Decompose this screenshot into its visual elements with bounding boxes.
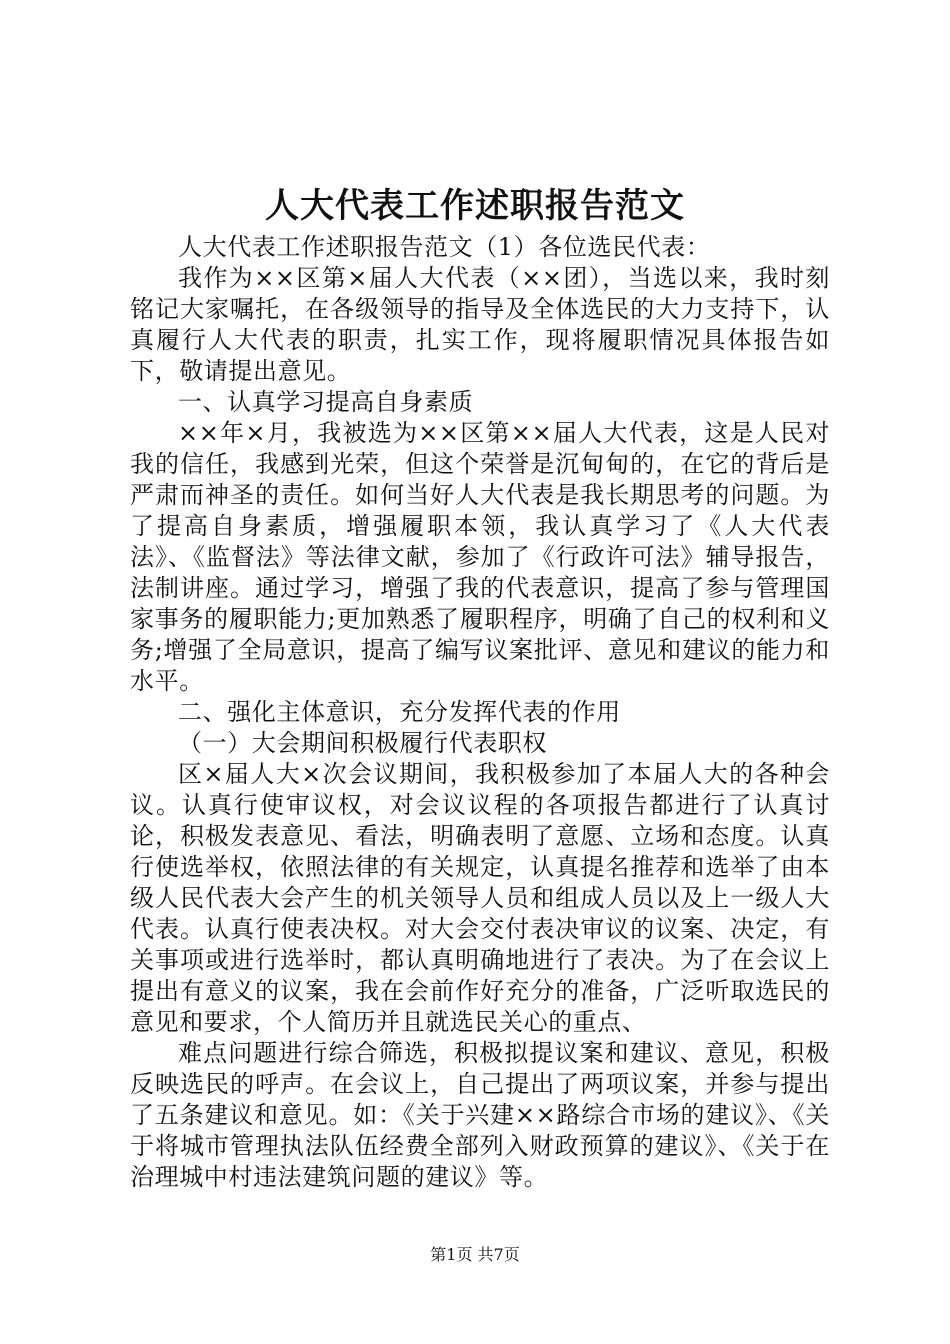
document-body [130, 232, 830, 1193]
document-title: 人大代表工作述职报告范文 [265, 186, 685, 226]
section-heading-1: 一、认真学习提高自身素质 [178, 388, 474, 416]
paragraph-study: ××年×月，我被选为××区第××届人大代表，这是人民对我的信任，我感到光荣，但这个荣誉是沉甸甸的，在它的背后是严肃而神圣的责任。如何当好人大代表是我长期思考的问题。为了提高自身素质，增强履职本领，我认真学习了《人大代表法》、《监督法》等法律文献，参加了《行政许可法》辅导报告，法制讲座。通过学习，增强了我的代表意识，提高了参与管理国家事务的履职能力;更加熟悉了履职程序，明确了自己的权利和义务;增强了全局意识，提高了编写议案批评、意见和建议的能力和水平。 [130, 419, 830, 695]
paragraph-intro: 人大代表工作述职报告范文（1）各位选民代表： [178, 233, 711, 261]
paragraph-proposals: 难点问题进行综合筛选，积极拟提议案和建议、意见，积极反映选民的呼声。在会议上，自己提出了两项议案，并参与提出了五条建议和意见。如：《关于兴建××路综合市场的建议》、《关于将城市管理执法队伍经费全部列入财政预算的建议》、《关于在治理城中村违法建筑问题的建议》等。 [130, 1039, 830, 1191]
page-number-footer: 第1页 共7页 [430, 1245, 520, 1264]
paragraph-opening: 我作为××区第×届人大代表（××团），当选以来，我时刻铭记大家嘱托，在各级领导的指导及全体选民的大力支持下，认真履行人大代表的职责，扎实工作，现将履职情况具体报告如下，敬请提出意见。 [130, 264, 830, 385]
subsection-heading-1: （一）大会期间积极履行代表职权 [178, 729, 547, 757]
paragraph-meeting: 区×届人大×次会议期间，我积极参加了本届人大的各种会议。认真行使审议权，对会议议程的各项报告都进行了认真讨论，积极发表意见、看法，明确表明了意愿、立场和态度。认真行使选举权，依照法律的有关规定，认真提名推荐和选举了由本级人民代表大会产生的机关领导人员和组成人员以及上一级人大代表。认真行使表决权。对大会交付表决审议的议案、决定，有关事项或进行选举时，都认真明确地进行了表决。为了在会议上提出有意义的议案，我在会前作好充分的准备，广泛听取选民的意见和要求，个人简历并且就选民关心的重点、 [130, 760, 830, 1036]
section-heading-2: 二、强化主体意识，充分发挥代表的作用 [178, 698, 621, 726]
